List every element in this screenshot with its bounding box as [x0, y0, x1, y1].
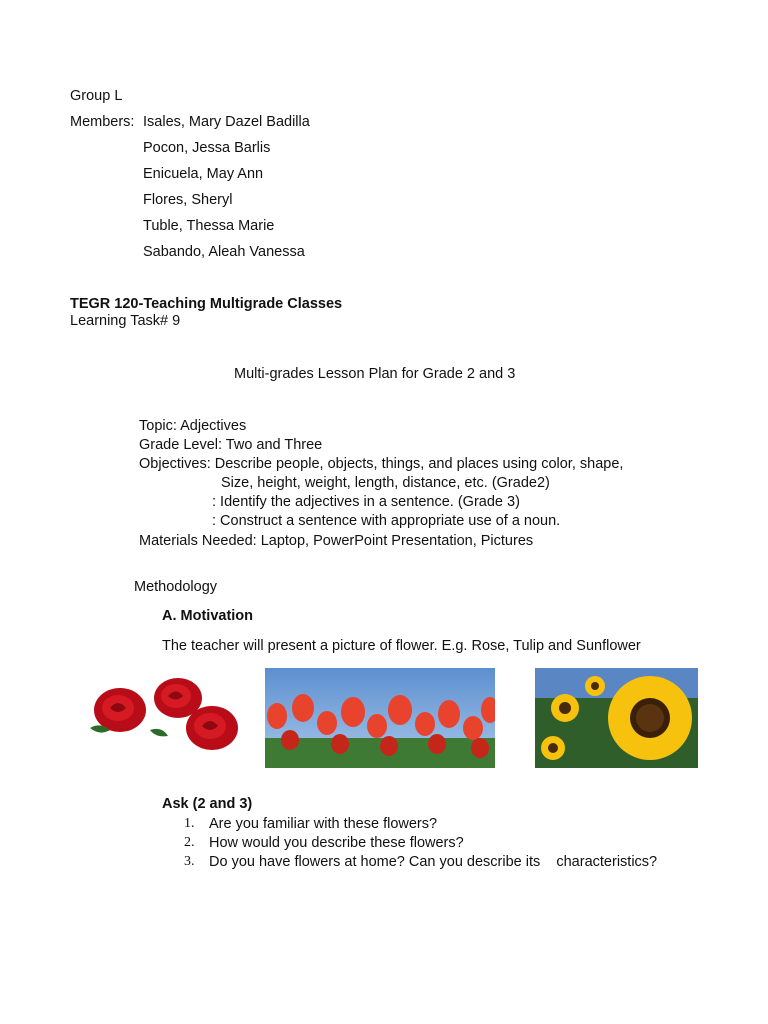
group-label: Group L: [70, 88, 123, 104]
tulip-photo: [265, 668, 495, 768]
member-name: Pocon, Jessa Barlis: [143, 140, 271, 156]
sunflower-photo: [535, 668, 698, 768]
motivation-text: The teacher will present a picture of flower. E.g. Rose, Tulip and Sunflower: [162, 638, 641, 654]
materials-line: Materials Needed: Laptop, PowerPoint Presentation, Pictures: [139, 533, 534, 549]
question-number: 2.: [184, 835, 195, 850]
ask-heading: Ask (2 and 3): [162, 796, 253, 812]
question-number: 1.: [184, 816, 195, 831]
methodology-heading: Methodology: [134, 579, 218, 595]
task-label: Learning Task# 9: [70, 313, 181, 329]
members-label: Members:: [70, 114, 135, 130]
question-text: Do you have flowers at home? Can you describe its characteristics?: [209, 854, 658, 870]
plan-title: Multi-grades Lesson Plan for Grade 2 and 3: [234, 366, 516, 382]
topic-line: Topic: Adjectives: [139, 418, 247, 434]
member-name: Sabando, Aleah Vanessa: [143, 244, 305, 260]
member-name: Tuble, Thessa Marie: [143, 218, 275, 234]
objectives-line: : Construct a sentence with appropriate use of a noun.: [212, 513, 561, 529]
member-name: Enicuela, May Ann: [143, 166, 264, 182]
grade-level-line: Grade Level: Two and Three: [139, 437, 323, 453]
section-heading: A. Motivation: [162, 608, 254, 624]
question-number: 3.: [184, 854, 195, 869]
member-name: Flores, Sheryl: [143, 192, 233, 208]
course-title: TEGR 120-Teaching Multigrade Classes: [70, 296, 343, 312]
objectives-line: : Identify the adjectives in a sentence. (Grade 3): [212, 494, 520, 510]
question-text: How would you describe these flowers?: [209, 835, 464, 851]
member-name: Isales, Mary Dazel Badilla: [143, 114, 310, 130]
objectives-line: Size, height, weight, length, distance, etc. (Grade2): [221, 475, 550, 491]
rose-photo: [70, 668, 245, 768]
question-text: Are you familiar with these flowers?: [209, 816, 438, 832]
objectives-line: Objectives: Describe people, objects, things, and places using color, shape,: [139, 456, 624, 472]
